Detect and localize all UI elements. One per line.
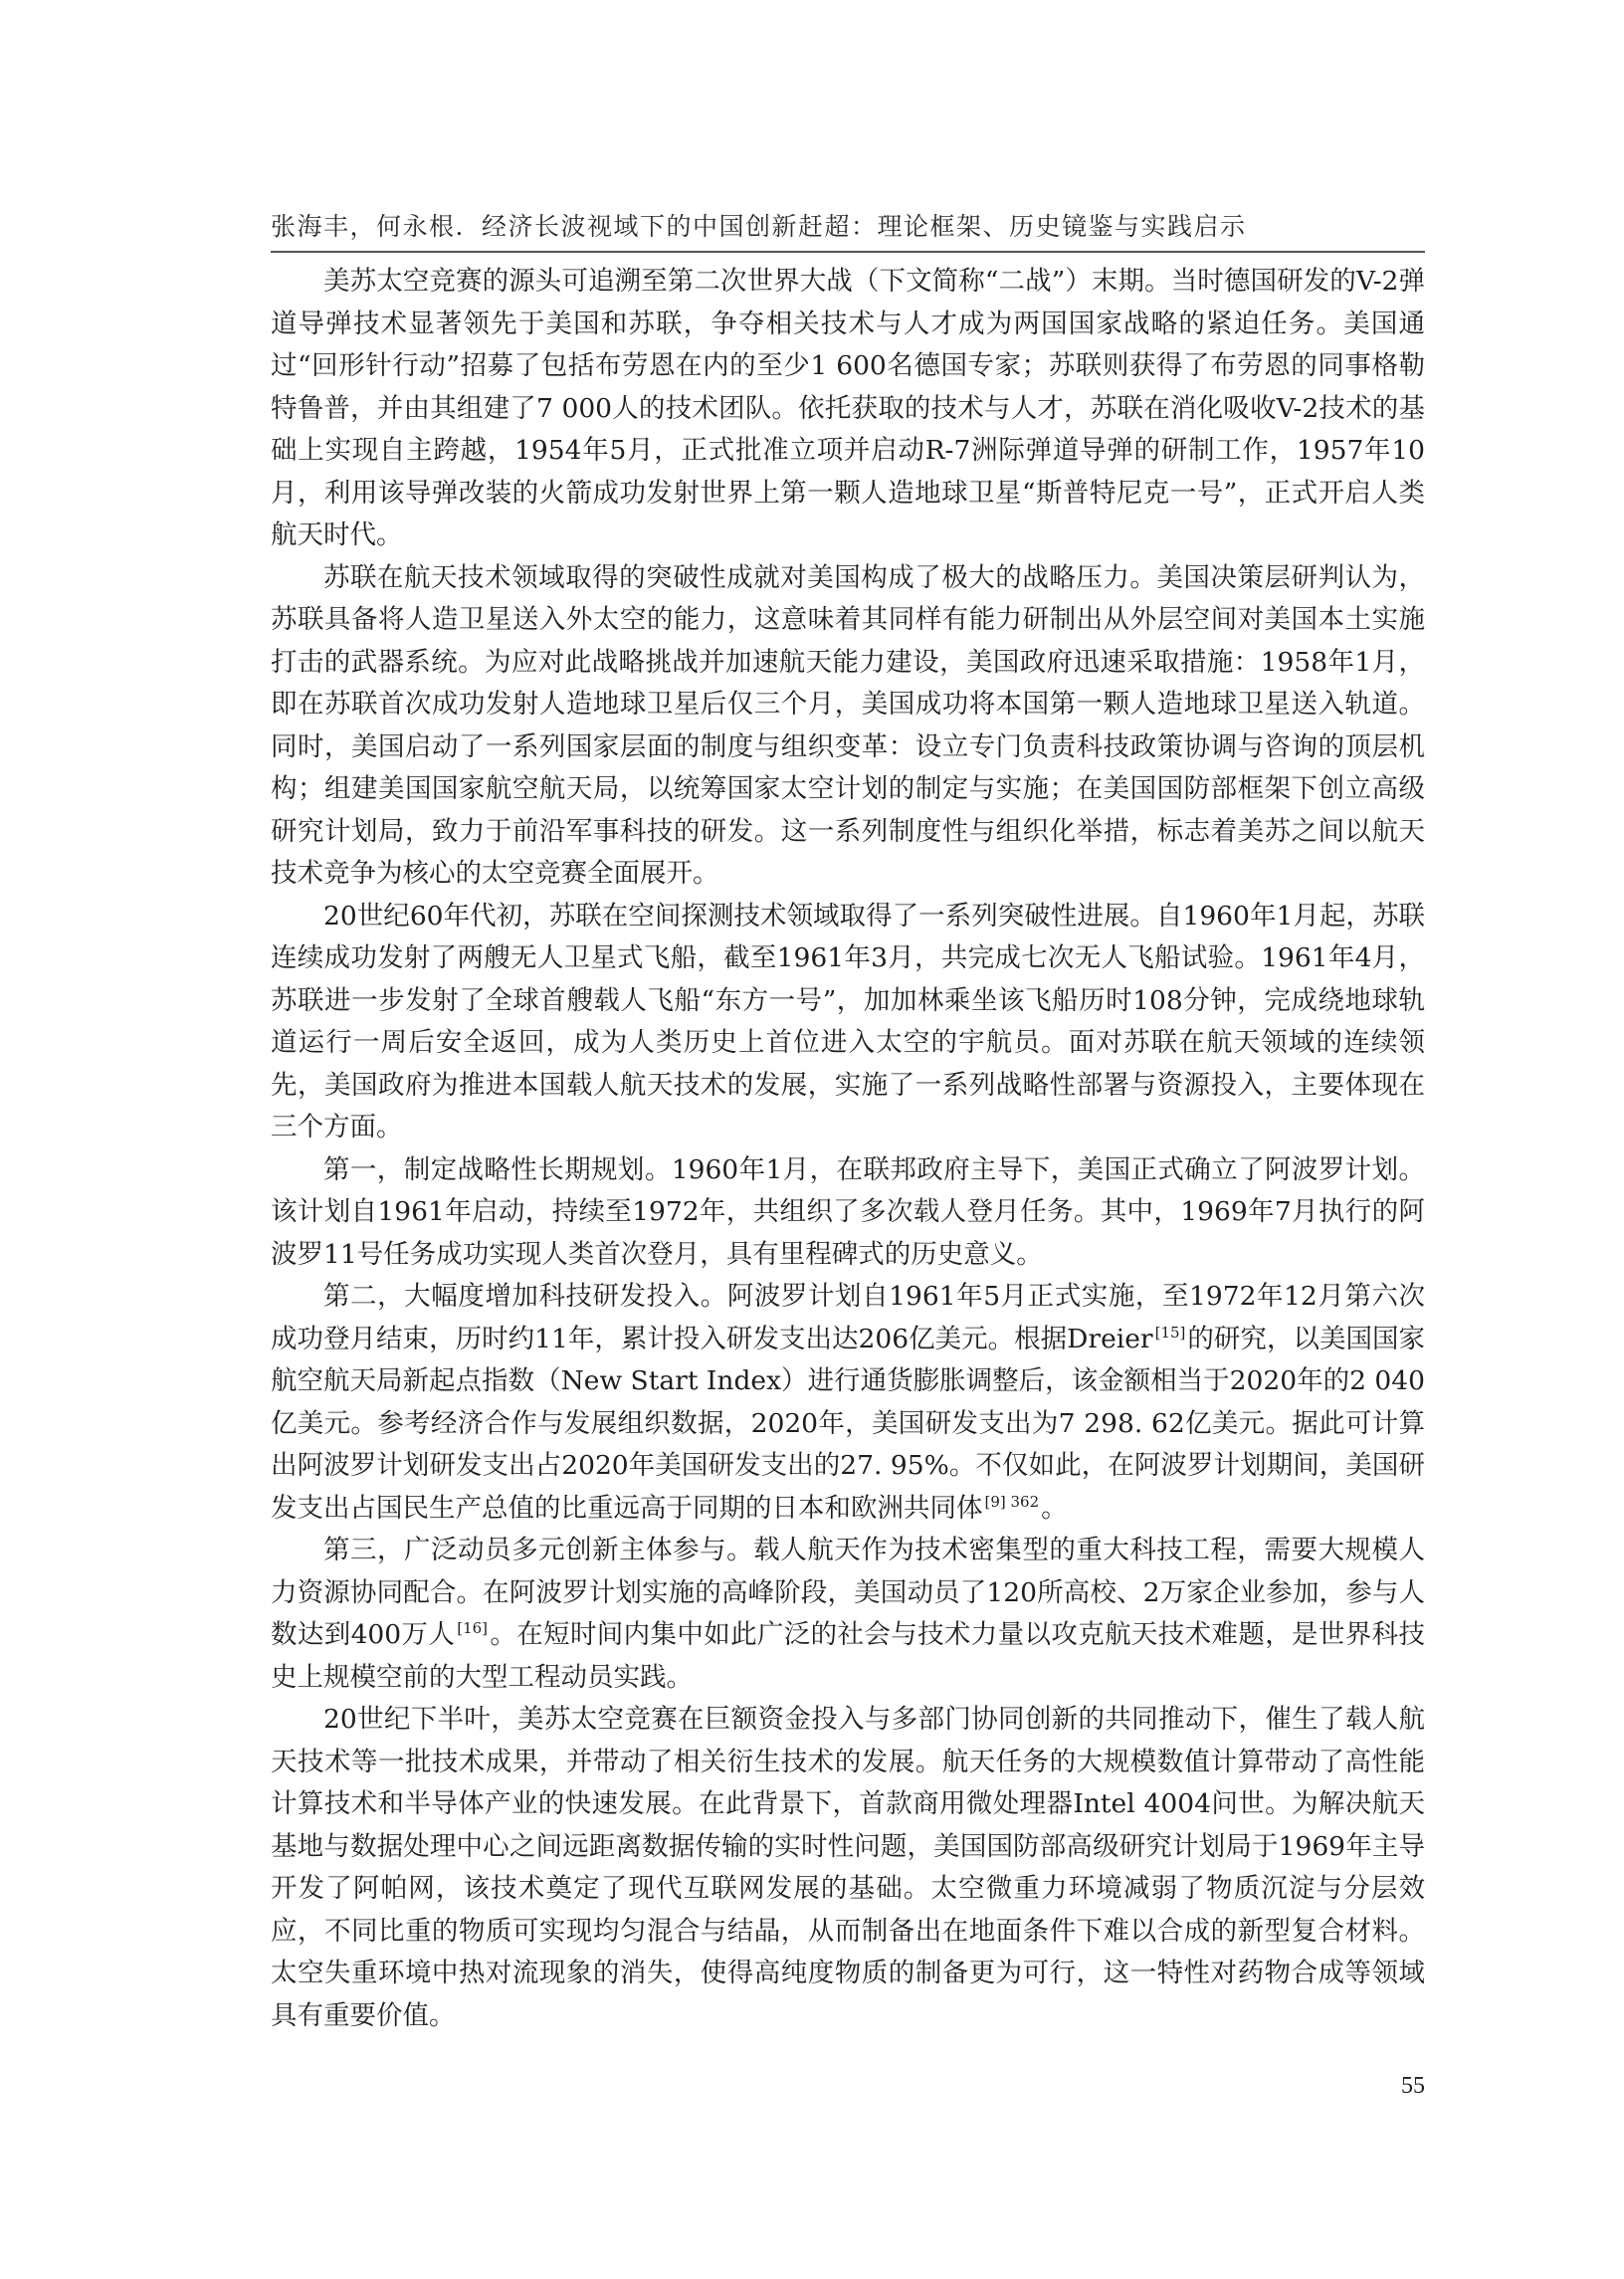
paragraph-5-text-b: 的研究，以美国国家航空航天局新起点指数（New Start Index）进行通货膨胀调整后，该金额相当于2020年的2 040亿美元。参考经济合作与发展组织数据，2020年，美国研发支出为7 298. 62亿美元。据此可计算出阿波罗计划研发支出占2020年美国研发支出的27. 95%。不仅如此，在阿波罗计划期间，美国研发支出占国民生产总值的比重远高于同期的日本和欧洲共同体	[271, 1323, 1426, 1524]
paragraph-5	[271, 1276, 1425, 1530]
paragraph-5-text-c: 。	[1041, 1492, 1068, 1524]
paragraph-7: 20世纪下半叶，美苏太空竞赛在巨额资金投入与多部门协同创新的共同推动下，催生了载人航天技术等一批技术成果，并带动了相关衍生技术的发展。航天任务的大规模数值计算带动了高性能计算技术和半导体产业的快速发展。在此背景下，首款商用微处理器Intel 4004问世。为解决航天基地与数据处理中心之间远距离数据传输的实时性问题，美国国防部高级研究计划局于1969年主导开发了阿帕网，该技术奠定了现代互联网发展的基础。太空微重力环境减弱了物质沉淀与分层效应，不同比重的物质可实现均匀混合与结晶，从而制备出在地面条件下难以合成的新型复合材料。太空失重环境中热对流现象的消失，使得高纯度物质的制备更为可行，这一特性对药物合成等领域具有重要价值。	[271, 1704, 1425, 2031]
paragraph-3: 20世纪60年代初，苏联在空间探测技术领域取得了一系列突破性进展。自1960年1月起，苏联连续成功发射了两艘无人卫星式飞船，截至1961年3月，共完成七次无人飞船试验。1961年4月，苏联进一步发射了全球首艘载人飞船“东方一号”，加加林乘坐该飞船历时108分钟，完成绕地球轨道运行一周后安全返回，成为人类历史上首位进入太空的宇航员。面对苏联在航天领域的连续领先，美国政府为推进本国载人航天技术的发展，实施了一系列战略性部署与资源投入，主要体现在三个方面。	[271, 900, 1425, 1142]
article-body	[271, 261, 1425, 2037]
running-head: 张海丰，何永根．经济长波视域下的中国创新赶超：理论框架、历史镜鉴与实践启示	[271, 212, 1247, 241]
paragraph-2: 苏联在航天技术领域取得的突破性成就对美国构成了极大的战略压力。美国决策层研判认为，苏联具备将人造卫星送入外太空的能力，这意味着其同样有能力研制出从外层空间对美国本土实施打击的武器系统。为应对此战略挑战并加速航天能力建设，美国政府迅速采取措施：1958年1月，即在苏联首次成功发射人造地球卫星后仅三个月，美国成功将本国第一颗人造地球卫星送入轨道。同时，美国启动了一系列国家层面的制度与组织变革：设立专门负责科技政策协调与咨询的顶层机构；组建美国国家航空航天局，以统筹国家太空计划的制定与实施；在美国国防部框架下创立高级研究计划局，致力于前沿军事科技的研发。这一系列制度性与组织化举措，标志着美苏之间以航天技术竞争为核心的太空竞赛全面展开。	[271, 561, 1425, 889]
paragraph-6	[271, 1530, 1425, 1699]
paragraph-4: 第一，制定战略性长期规划。1960年1月，在联邦政府主导下，美国正式确立了阿波罗计划。该计划自1961年启动，持续至1972年，共组织了多次载人登月任务。其中，1969年7月执行的阿波罗11号任务成功实现人类首次登月，具有里程碑式的历史意义。	[271, 1153, 1425, 1270]
paragraph-6-text-b: 。在短时间内集中如此广泛的社会与技术力量以攻克航天技术难题，是世界科技史上规模空前的大型工程动员实践。	[271, 1619, 1425, 1693]
paragraph-1: 美苏太空竞赛的源头可追溯至第二次世界大战（下文简称“二战”）末期。当时德国研发的V-2弹道导弹技术显著领先于美国和苏联，争夺相关技术与人才成为两国国家战略的紧迫任务。美国通过“回形针行动”招募了包括布劳恩在内的至少1 600名德国专家；苏联则获得了布劳恩的同事格勒特鲁普，并由其组建了7 000人的技术团队。依托获取的技术与人才，苏联在消化吸收V-2技术的基础上实现自主跨越，1954年5月，正式批准立项并启动R-7洲际弹道导弹的研制工作，1957年10月，利用该导弹改装的火箭成功发射世界上第一颗人造地球卫星“斯普特尼克一号”，正式开启人类航天时代。	[271, 266, 1425, 550]
citation-16: [16]	[457, 1619, 489, 1637]
citation-9-362: [9] 362	[984, 1492, 1040, 1511]
page-number: 55	[1401, 2073, 1425, 2099]
paragraph-5-text-a: 第二，大幅度增加科技研发投入。阿波罗计划自1961年5月正式实施，至1972年12月第六次成功登月结束，历时约11年，累计投入研发支出达206亿美元。根据Dreier	[271, 1281, 1425, 1354]
header-rule	[271, 251, 1425, 253]
paragraph-6-text-a: 第三，广泛动员多元创新主体参与。载人航天作为技术密集型的重大科技工程，需要大规模人力资源协同配合。在阿波罗计划实施的高峰阶段，美国动员了120所高校、2万家企业参加，参与人数达到400万人	[271, 1535, 1425, 1650]
citation-15: [15]	[1154, 1323, 1186, 1342]
